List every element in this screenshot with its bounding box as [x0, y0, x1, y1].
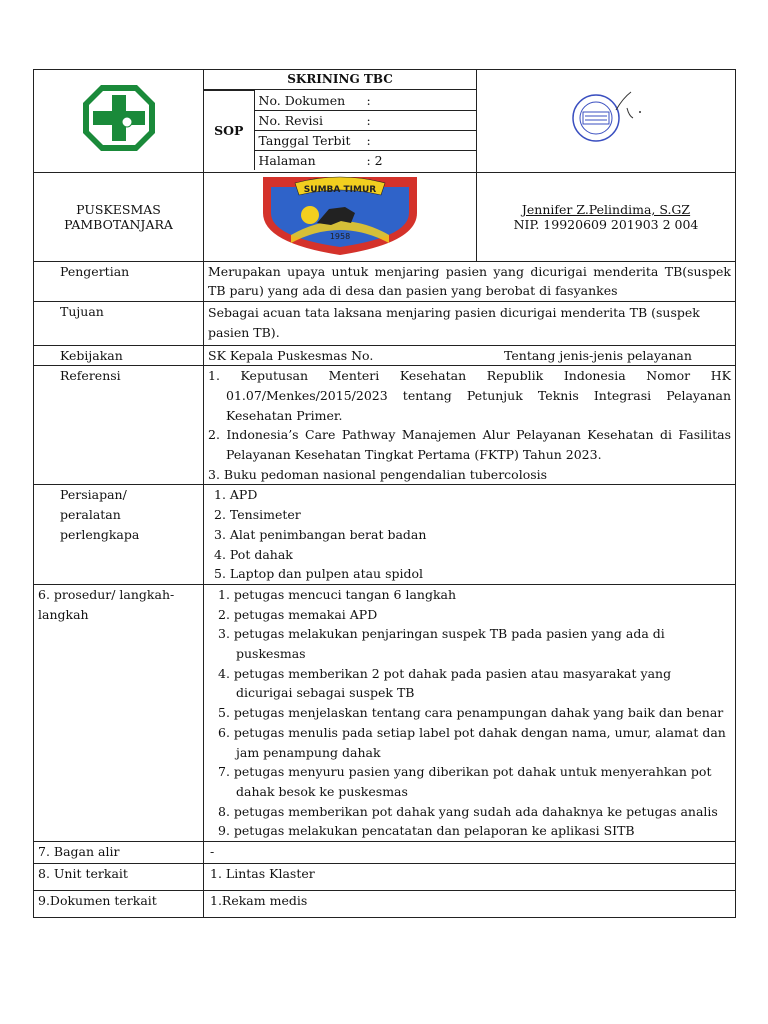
- tujuan-label: Tujuan: [34, 302, 204, 345]
- list-item: 3. Buku pedoman nasional pengendalian tubercolosis: [208, 466, 548, 482]
- document-title: SKRINING TBC: [204, 70, 476, 90]
- unit-label: 8. Unit terkait: [34, 864, 204, 891]
- label-line: perlengkapa: [60, 526, 140, 542]
- dokumen-value: 1.Rekam medis: [204, 891, 736, 918]
- pengertian-label: Pengertian: [34, 261, 204, 301]
- prosedur-label: [34, 584, 204, 841]
- sop-label: SOP: [204, 91, 254, 170]
- list-item: 8. petugas memberikan pot dahak yang sudah ada dahaknya ke petugas analis: [218, 803, 718, 819]
- emblem-banner-text: SUMBA TIMUR: [303, 185, 377, 195]
- list-item: 3. petugas melakukan penjaringan suspek TB pada pasien yang ada di puskesmas: [218, 626, 665, 662]
- prosedur-list: [214, 585, 731, 841]
- puskesmas-name-cell: [34, 173, 204, 262]
- list-item: 7. petugas menyuru pasien yang diberikan pot dahak untuk menyerahkan pot dahak besok ke puskesmas: [218, 764, 712, 799]
- stamp-cell: [477, 70, 736, 173]
- kebijakan-cell: [204, 345, 736, 366]
- list-item: 1. petugas mencuci tangan 6 langkah: [218, 586, 457, 602]
- referensi-cell: [204, 366, 736, 485]
- kebijakan-left: SK Kepala Puskesmas No.: [208, 347, 374, 363]
- list-item: 4. Pot dahak: [214, 546, 293, 562]
- signer-cell: [477, 173, 736, 262]
- meta-table: [204, 90, 476, 170]
- persiapan-list: [214, 485, 731, 584]
- label-line: peralatan: [60, 507, 121, 523]
- list-item: 2. Tensimeter: [214, 507, 301, 523]
- emblem-cell: [204, 173, 477, 262]
- meta-no-dokumen: [254, 91, 476, 111]
- signer-name: Jennifer Z.Pelindima, S.GZ: [521, 201, 691, 217]
- list-item: 2. petugas memakai APD: [218, 606, 378, 622]
- list-item: 5. Laptop dan pulpen atau spidol: [214, 566, 424, 582]
- meta-value: :: [366, 112, 371, 128]
- sop-table: [33, 69, 736, 918]
- puskesmas-logo-cell: [34, 70, 204, 173]
- meta-no-revisi: [254, 110, 476, 130]
- list-item: 1. Keputusan Menteri Kesehatan Republik Indonesia Nomor HK 01.07/Menkes/2015/2023 tentang Petunjuk Teknis Integrasi Pelayanan Kesehatan Primer.: [208, 368, 731, 423]
- prosedur-cell: [204, 584, 736, 841]
- puskesmas-name-line1: PUSKESMAS: [76, 201, 161, 217]
- list-item: 2. Indonesia’s Care Pathway Manajemen Alur Pelayanan Kesehatan di Fasilitas Pelayanan Kesehatan Tingkat Pertama (FKTP) Tahun 2023.: [208, 427, 731, 463]
- list-item: 3. Alat penimbangan berat badan: [214, 526, 427, 542]
- tujuan-text: Sebagai acuan tata laksana menjaring pasien dicurigai menderita TB (suspek pasien TB).: [204, 302, 736, 345]
- meta-label: Halaman: [258, 152, 316, 168]
- meta-value: : 2: [366, 152, 383, 168]
- persiapan-label: [34, 485, 204, 585]
- list-item: 5. petugas menjelaskan tentang cara penampungan dahak yang baik dan benar: [218, 705, 724, 721]
- meta-tanggal-terbit: [254, 130, 476, 150]
- sop-meta-cell: [204, 70, 477, 173]
- label-line: Persiapan/: [60, 487, 127, 503]
- pengertian-text: Merupakan upaya untuk menjaring pasien yang dicurigai menderita TB(suspek TB paru) yang ada di desa dan pasien yang berobat di fasyankes: [204, 261, 736, 301]
- puskesmas-name-line2: PAMBOTANJARA: [64, 216, 173, 232]
- meta-label: No. Revisi: [258, 112, 323, 128]
- puskesmas-logo-icon: [81, 83, 157, 153]
- list-item: 4. petugas memberikan 2 pot dahak pada pasien atau masyarakat yang dicurigai sebagai suspek TB: [218, 665, 672, 701]
- meta-halaman: [254, 150, 476, 170]
- sumba-timur-emblem-icon: [255, 173, 425, 255]
- meta-label: Tanggal Terbit: [258, 132, 351, 148]
- unit-value: 1. Lintas Klaster: [204, 864, 736, 891]
- emblem-year: 1958: [329, 232, 351, 241]
- bagan-label: 7. Bagan alir: [34, 842, 204, 864]
- referensi-list: [208, 366, 731, 484]
- signer-nip: NIP. 19920609 201903 2 004: [513, 216, 699, 232]
- referensi-label: Referensi: [34, 366, 204, 485]
- label-line: langkah: [38, 606, 89, 622]
- kebijakan-label: Kebijakan: [34, 345, 204, 366]
- sop-document: [33, 69, 735, 918]
- list-item: 1. APD: [214, 487, 258, 503]
- official-stamp-icon: [561, 88, 651, 148]
- bagan-value: -: [204, 842, 736, 864]
- meta-value: :: [366, 92, 371, 108]
- dokumen-label: 9.Dokumen terkait: [34, 891, 204, 918]
- list-item: 6. petugas menulis pada setiap label pot dahak dengan nama, umur, alamat dan jam penampung dahak: [218, 724, 726, 760]
- persiapan-cell: [204, 485, 736, 585]
- kebijakan-right: Tentang jenis-jenis pelayanan: [504, 347, 692, 363]
- label-line: 6. prosedur/ langkah-: [38, 586, 175, 602]
- meta-value: :: [366, 132, 371, 148]
- list-item: 9. petugas melakukan pencatatan dan pelaporan ke aplikasi SITB: [218, 823, 635, 839]
- meta-label: No. Dokumen: [258, 92, 346, 108]
